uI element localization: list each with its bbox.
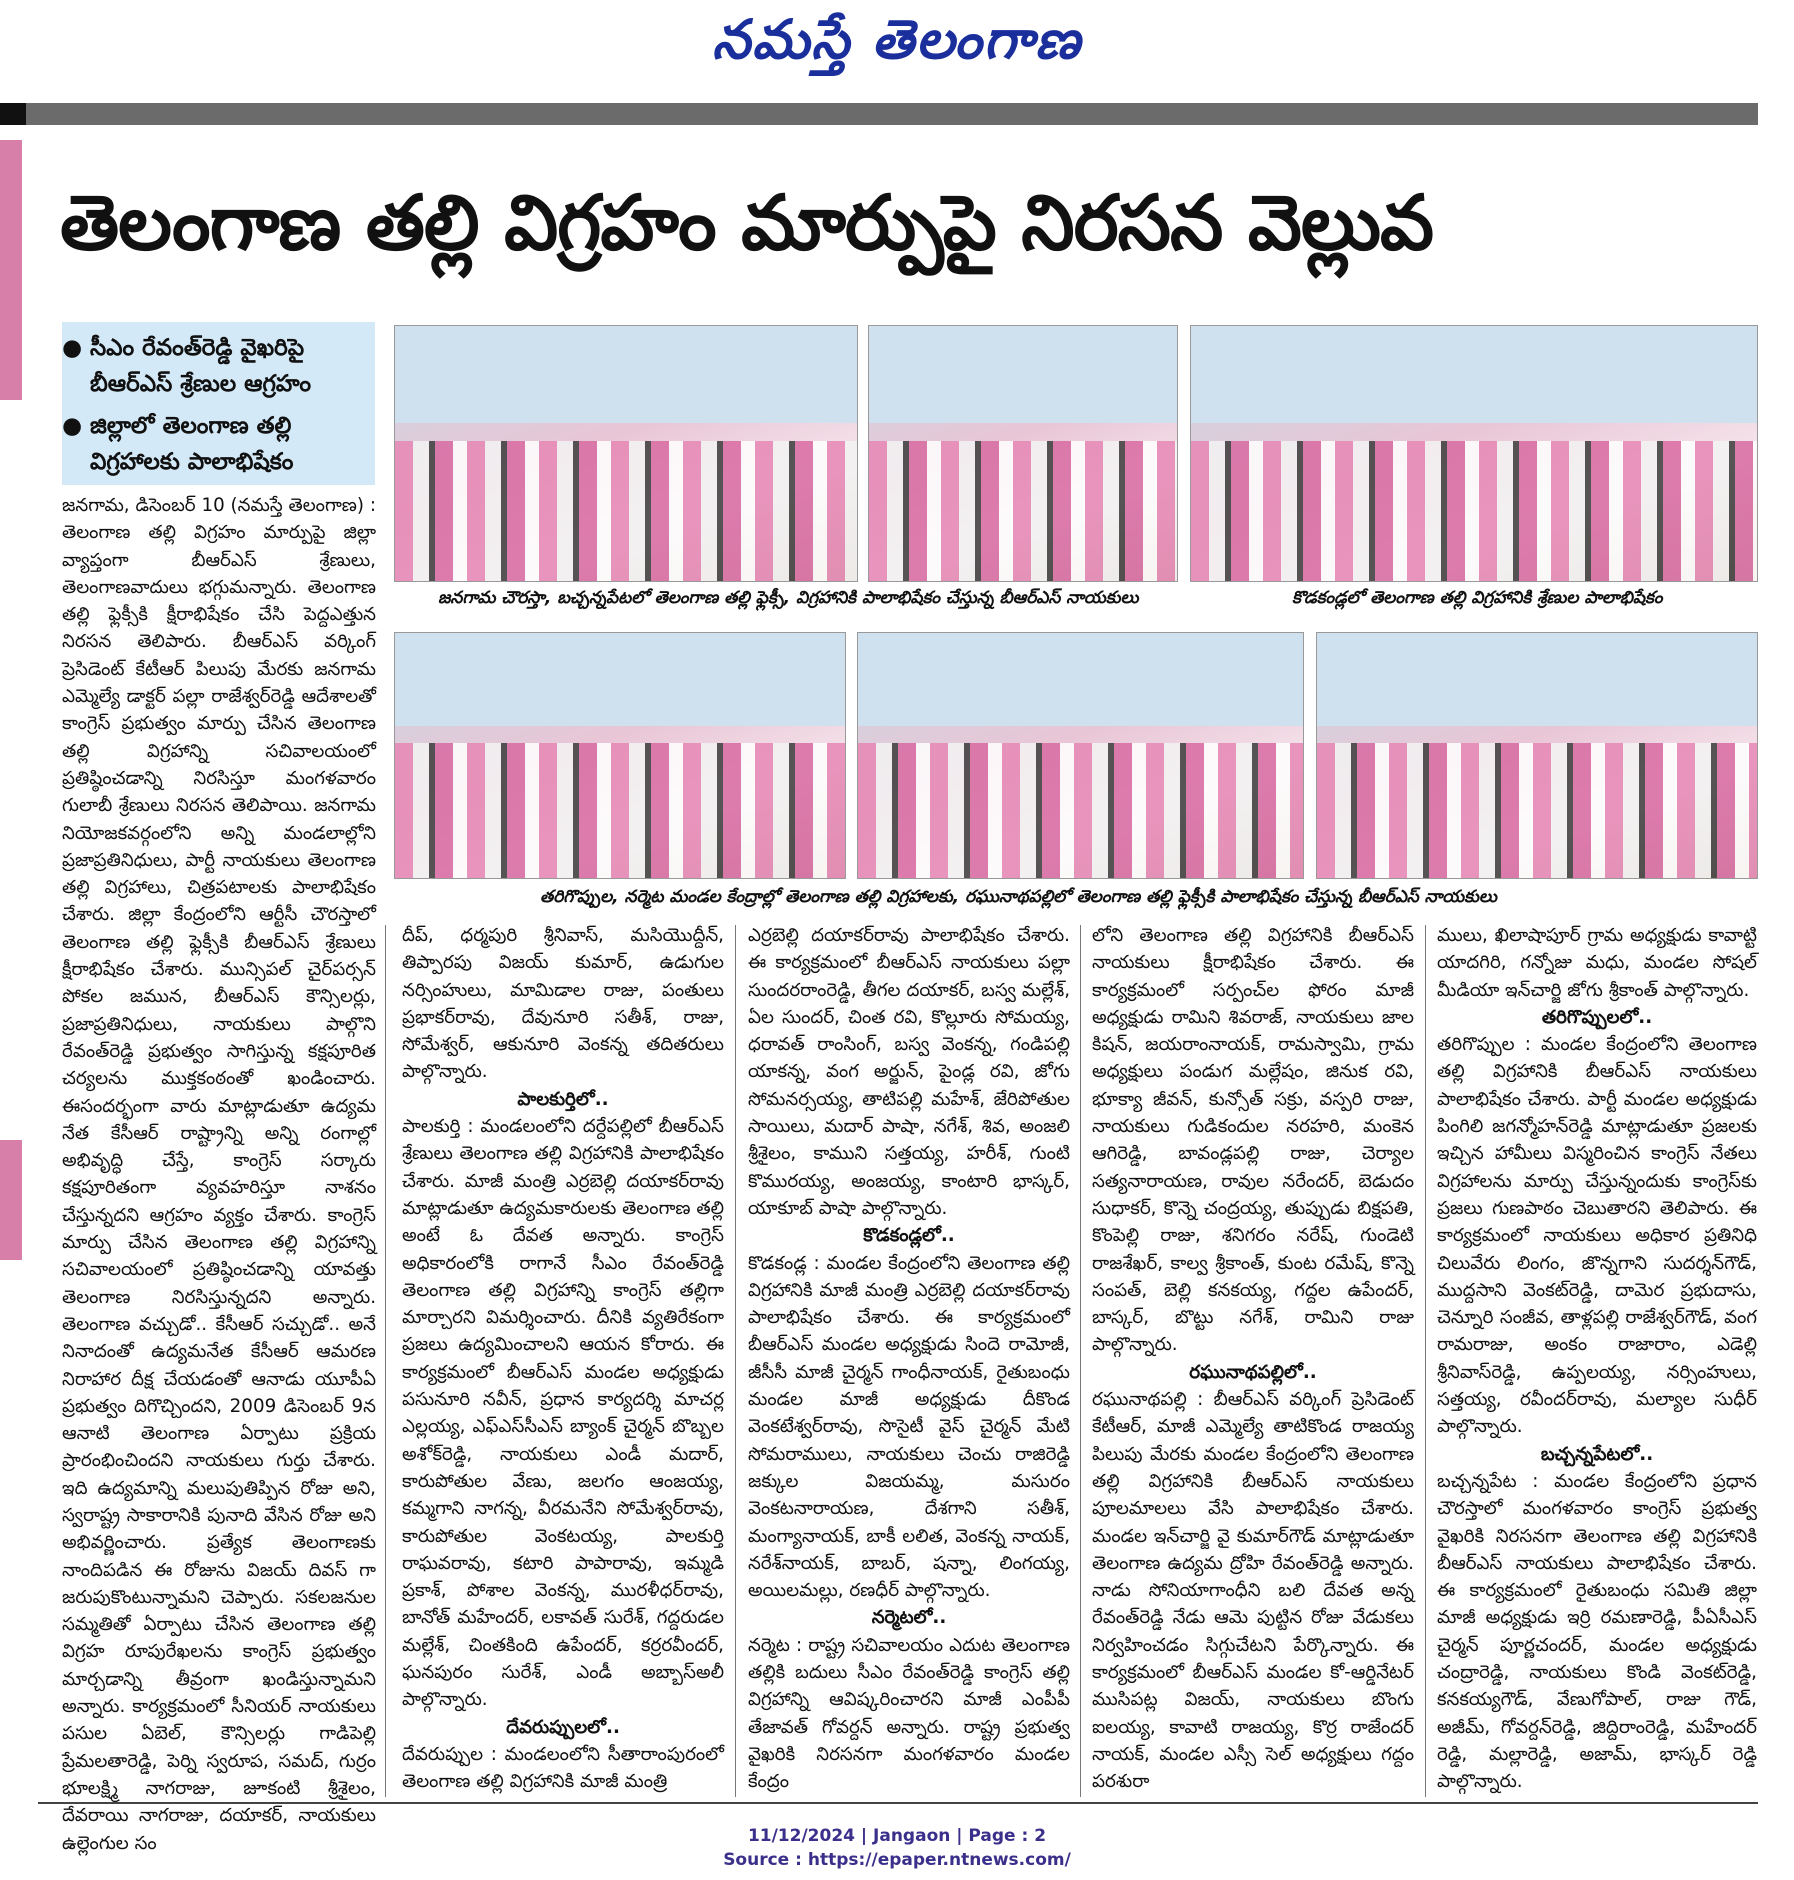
photo-caption: జనగామ చౌరస్తా, బచ్చన్నపేటలో తెలంగాణ తల్లి ఫ్లెక్సీ, విగ్రహానికి పాలాభిషేకం చేస్తున్న బీఆర్‌ఎస్‌ నాయకులు — [438, 588, 1139, 608]
article-column-1 — [62, 492, 376, 1854]
subheading: రఘునాథపల్లిలో.. — [1189, 1361, 1317, 1383]
article-paragraph: బచ్చన్నపేట : మండల కేంద్రంలోని ప్రధాన చౌరస్తాలో మంగళవారం కాంగ్రెస్‌ ప్రభుత్వ వైఖరికి నిరసనగా తెలంగాణ తల్లి విగ్రహానికి బీఆర్‌ఎస్‌ నాయకులు పాలాభిషేకం చేశారు. ఈ కార్యక్రమంలో రైతుబంధు సమితి జిల్లా మాజీ అధ్యక్షుడు ఇర్రి రమణారెడ్డి, పీఏసీఎస్‌ చైర్మన్‌ పూర్ణచందర్‌, మండల అధ్యక్షుడు చంద్రారెడ్డి, నాయకులు కొండి వెంకట్‌రెడ్డి, కనకయ్యగౌడ్‌, వేణుగోపాల్‌, రాజు గౌడ్‌, అజీమ్‌, గోవర్దన్‌రెడ్డి, జిద్దిరాంరెడ్డి, మహేందర్‌ రెడ్డి, మల్లారెడ్డి, అజామ్‌, భాస్కర్‌ రెడ్డి పాల్గొన్నారు. — [1437, 1470, 1757, 1793]
footer-date-line: 11/12/2024 | Jangaon | Page : 2 — [747, 1826, 1047, 1846]
column-divider — [385, 925, 386, 1797]
photo-caption: తరిగొప్పుల, నర్మెట మండల కేంద్రాల్లో తెలంగాణ తల్లి విగ్రహాలకు, రఘునాథపల్లిలో తెలంగాణ తల్లి ఫ్లెక్సీకి పాలాభిషేకం చేస్తున్న బీఆర్‌ఎస్‌ నాయకులు — [540, 887, 1497, 907]
article-paragraph: దేవరుప్పుల : మండలంలోని సీతారాంపురంలో తెలంగాణ తల్లి విగ్రహానికి మాజీ మంత్రి — [402, 1743, 724, 1793]
bullet-icon: ● — [62, 335, 83, 361]
article-paragraph: పాలకుర్తి : మండలంలోని దర్దేపల్లిలో బీఆర్‌ఎస్‌ శ్రేణులు తెలంగాణ తల్లి విగ్రహానికి పాలాభిషేకం చేశారు. మాజీ మంత్రి ఎర్రబెల్లి దయాకర్‌రావు మాట్లాడుతూ ఉద్యమకారులకు తెలంగాణ తల్లి అంటే ఓ దేవత అన్నారు. కాంగ్రెస్‌ అధికారంలోకి రాగానే సీఎం రేవంత్‌రెడ్డి తెలంగాణ తల్లి విగ్రహాన్ని కాంగ్రెస్‌ తల్లిగా మార్చారని విమర్శించారు. దీనికి వ్యతిరేకంగా ప్రజలు ఉద్యమించాలని ఆయన కోరారు. ఈ కార్యక్రమంలో బీఆర్‌ఎస్‌ మండల అధ్యక్షుడు పసునూరి నవీన్‌, ప్రధాన కార్యదర్శి మాచర్ల ఎల్లయ్య, ఎఫ్‌ఎస్‌సీఎస్‌ బ్యాంక్‌ చైర్మన్‌ బొబ్బల అశోక్‌రెడ్డి, నాయకులు ఎండీ మదార్‌, కారుపోతుల వేణు, జలగం ఆంజయ్య, కమ్మగాని నాగన్న, వీరమనేని సోమేశ్వర్‌రావు, కారుపోతుల వెంకటయ్య, పాలకుర్తి రాఘవరావు, కటారి పాపారావు, ఇమ్మడి ప్రకాశ్‌, పోశాల వెంకన్న, మురళీధర్‌రావు, బానోత్‌ మహేందర్‌, లకావత్‌ సురేశ్‌, గద్దరుడల మల్లేశ్‌, చింతకింది ఉపేందర్‌, కర్రరవీందర్‌, ఘనపురం సురేశ్‌, ఎండీ అబ్బాస్‌అలీ పాల్గొన్నారు. — [402, 1116, 724, 1711]
article-column-3 — [748, 922, 1070, 1792]
page-bottom-rule — [38, 1802, 1758, 1804]
article-paragraph: దీప్‌, ధర్మపురి శ్రీనివాస్‌, మసియొద్దీన్‌, తిప్పారపు విజయ్‌ కుమార్‌, ఉడుగుల నర్సింహులు, మామిడాల రాజు, పంతులు ప్రభాకర్‌రావు, దేవునూరి సతీశ్‌, రాజు, సోమేశ్వర్‌, ఆకునూరి వెంకన్న తదితరులు పాల్గొన్నారు. — [402, 925, 724, 1083]
article-paragraph: కొడకండ్ల : మండల కేంద్రంలోని తెలంగాణ తల్లి విగ్రహానికి మాజీ మంత్రి ఎర్రబెల్లి దయాకర్‌రావు పాలాభిషేకం చేశారు. ఈ కార్యక్రమంలో బీఆర్‌ఎస్‌ మండల అధ్యక్షుడు సిందె రామోజీ, జీసీసీ మాజీ చైర్మన్‌ గాంధీనాయక్‌, రైతుబంధు మండల మాజీ అధ్యక్షుడు దీకొండ వెంకటేశ్వర్‌రావు, సొసైటీ వైస్‌ చైర్మన్‌ మేటి సోమరాములు, నాయకులు చెంచు రాజిరెడ్డి జక్కుల విజయమ్మ, మసురం వెంకటనారాయణ, దేశగాని సతీశ్‌, మంగ్యానాయక్‌, బాకీ లలిత, వెంకన్న నాయక్‌, నరేశ్‌నాయక్‌, బాబర్‌, షన్నా, లింగయ్య, అయిలమల్లు, రణధీర్‌ పాల్గొన్నారు. — [748, 1252, 1070, 1602]
bullet-icon: ● — [62, 413, 83, 439]
highlights-box: ● సీఎం రేవంత్‌రెడ్డి వైఖరిపై బీఆర్‌ఎస్‌ శ్రేణుల ఆగ్రహం ● జిల్లాలో తెలంగాణ తల్లి విగ్రహాలకు పాలాభిషేకం — [62, 322, 375, 485]
adjacent-photo — [0, 1140, 22, 1260]
subheading: కొడకండ్లలో.. — [863, 1225, 955, 1247]
column-divider — [1425, 925, 1426, 1797]
article-column-5 — [1437, 922, 1757, 1792]
news-photo — [857, 632, 1304, 879]
news-photo — [1190, 325, 1758, 582]
footer-source-link[interactable]: Source : https://epaper.ntnews.com/ — [723, 1850, 1071, 1870]
column-divider — [1080, 925, 1081, 1797]
column-divider — [735, 925, 736, 1797]
news-photo — [1316, 632, 1758, 879]
article-paragraph: తరిగొప్పుల : మండల కేంద్రంలోని తెలంగాణ తల్లి విగ్రహానికి బీఆర్‌ఎస్‌ నాయకులు పాలాభిషేకం చేశారు. పార్టీ మండల అధ్యక్షుడు పింగిలి జగన్మోహన్‌రెడ్డి మాట్లాడుతూ ప్రజలకు ఇచ్చిన హామీలు విస్మరించిన కాంగ్రెస్‌ నేతలు విగ్రహాలను మార్పు చేస్తున్నందుకు కాంగ్రెస్‌కు ప్రజలు గుణపాఠం చెబుతారని తెలిపారు. ఈ కార్యక్రమంలో నాయకులు అధికార ప్రతినిధి చిలువేరు లింగం, జొన్నగాని సుదర్శన్‌గౌడ్‌, ముద్దసాని వెంకట్‌రెడ్డి, దామెర ప్రభుదాసు, చెన్నూరి సంజీవ, తాళ్లపల్లి రాజేశ్వర్‌గౌడ్‌, వంగ రామరాజు, అంకం రాజారాం, ఎడెల్లి శ్రీనివాస్‌రెడ్డి, ఉప్పలయ్య, నర్సింహులు, సత్తయ్య, రవీందర్‌రావు, మల్యాల సుధీర్‌ పాల్గొన్నారు. — [1437, 1034, 1757, 1438]
adjacent-page-strip — [0, 140, 26, 1800]
news-photo — [394, 325, 858, 582]
article-paragraph: ములు, ఖిలాషాపూర్‌ గ్రామ అధ్యక్షుడు కావాట్టి యాదగిరి, గన్నోజు మధు, మండల సోషల్‌ మీడియా ఇన్‌చార్జి జోగు శ్రీకాంత్‌ పాల్గొన్నారు. — [1437, 925, 1757, 1001]
article-paragraph: లోని తెలంగాణ తల్లి విగ్రహానికి బీఆర్‌ఎస్‌ నాయకులు క్షీరాభిషేకం చేశారు. ఈ కార్యక్రమంలో సర్పంచ్‌ల ఫోరం మాజీ అధ్యక్షుడు రామిని శివరాజ్‌, నాయకులు జాల కిషన్‌, జయరాంనాయక్‌, రామస్వామి, గ్రామ అధ్యక్షులు పండుగ మల్లేషం, జినుక రవి, భూక్యా జీవన్‌, కున్సోత్‌ సక్రు, వస్పరి రాజు, నాయకులు గుడికందుల నరహరి, మంకెన ఆగిరెడ్డి, బావండ్లపల్లి రాజు, చెర్యాల సత్యనారాయణ, రావుల నరేందర్‌, బెడుదం సుధాకర్‌, కొన్నె చంద్రయ్య, తుప్పుడు బిక్షపతి, కొంపెల్లి రాజు, శనిగరం నరేష్‌, గుండెటి రాజశేఖర్‌, కాల్వ శ్రీకాంత్‌, కుంట రమేష్‌, కొన్నె సంపత్‌, బెల్లి కనకయ్య, గద్దల ఉపేందర్‌, బాస్కర్‌, బొట్టు నగేశ్‌, రామిని రాజు పాల్గొన్నారు. — [1092, 925, 1414, 1356]
subheading: నర్మెటలో.. — [871, 1607, 947, 1629]
subheading: బచ్చన్నపేటలో.. — [1540, 1443, 1654, 1465]
news-photo — [394, 632, 846, 879]
masthead-rule — [0, 103, 1758, 125]
article-paragraph: రఘునాథపల్లి : బీఆర్‌ఎస్‌ వర్కింగ్‌ ప్రెసిడెంట్‌ కేటీఆర్‌, మాజీ ఎమ్మెల్యే తాటికొండ రాజయ్య పిలుపు మేరకు మండల కేంద్రంలోని తెలంగాణ తల్లి విగ్రహానికి బీఆర్‌ఎస్‌ నాయకులు పూలమాలలు వేసి పాలాభిషేకం చేశారు. మండల ఇన్‌చార్జి వై కుమార్‌గౌడ్‌ మాట్లాడుతూ తెలంగాణ ఉద్యమ ద్రోహి రేవంత్‌రెడ్డి అన్నారు. నాడు సోనియాగాంధీని బలి దేవత అన్న రేవంత్‌రెడ్డి నేడు ఆమె పుట్టిన రోజు వేడుకలు నిర్వహించడం సిగ్గుచేటని పేర్కొన్నారు. ఈ కార్యక్రమంలో బీఆర్‌ఎస్‌ మండల కో-ఆర్డినేటర్‌ ముసిపట్ల విజయ్‌, నాయకులు బొంగు ఐలయ్య, కావాటి రాజయ్య, కొర్ర రాజేందర్‌ నాయక్‌, మండల ఎస్సీ సెల్‌ అధ్యక్షులు గద్దం పరశురా — [1092, 1389, 1414, 1793]
news-photo — [868, 325, 1178, 582]
article-column-4 — [1092, 922, 1414, 1792]
subheading: తరిగొప్పులలో.. — [1541, 1006, 1653, 1028]
article-paragraph: జనగామ, డిసెంబర్‌ 10 (నమస్తే తెలంగాణ) : తెలంగాణ తల్లి విగ్రహం మార్పుపై జిల్లా వ్యాప్తంగా బీఆర్‌ఎస్‌ శ్రేణులు, తెలంగాణవాదులు భగ్గుమన్నారు. తెలంగాణ తల్లి ఫ్లెక్సీకి క్షీరాభిషేకం చేసి పెద్దఎత్తున నిరసన తెలిపారు. బీఆర్‌ఎస్‌ వర్కింగ్‌ ప్రెసిడెంట్‌ కేటీఆర్‌ పిలుపు మేరకు జనగామ ఎమ్మెల్యే డాక్టర్‌ పల్లా రాజేశ్వర్‌రెడ్డి ఆదేశాలతో కాంగ్రెస్‌ ప్రభుత్వం మార్పు చేసిన తెలంగాణ తల్లి విగ్రహాన్ని సచివాలయంలో ప్రతిష్ఠించడాన్ని నిరసిస్తూ మంగళవారం గులాబీ శ్రేణులు నిరసన తెలిపాయి. జనగామ నియోజకవర్గంలోని అన్ని మండలాల్లోని ప్రజాప్రతినిధులు, పార్టీ నాయకులు తెలంగాణ తల్లి విగ్రహాలు, చిత్రపటాలకు పాలాభిషేకం చేశారు. జిల్లా కేంద్రంలోని ఆర్టీసీ చౌరస్తాలో తెలంగాణ తల్లి ఫ్లెక్సీకి బీఆర్‌ఎస్‌ శ్రేణులు క్షీరాభిషేకం చేశారు. మున్సిపల్‌ చైర్‌పర్సన్‌ పోకల జమున, బీఆర్‌ఎస్‌ కౌన్సిలర్లు, ప్రజాప్రతినిధులు, నాయకులు పాల్గొని రేవంత్‌రెడ్డి ప్రభుత్వం సాగిస్తున్న కక్షపూరిత చర్యలను ముక్తకంఠంతో ఖండించారు. ఈసందర్భంగా వారు మాట్లాడుతూ ఉద్యమ నేత కేసీఆర్‌ రాష్ట్రాన్ని అన్ని రంగాల్లో అభివృద్ధి చేస్తే, కాంగ్రెస్‌ సర్కారు కక్షపూరితంగా వ్యవహరిస్తూ నాశనం చేస్తున్నదని ఆగ్రహం వ్యక్తం చేశారు. కాంగ్రెస్‌ మార్పు చేసిన తెలంగాణ తల్లి విగ్రహాన్ని సచివాలయంలో ప్రతిష్ఠించడాన్ని యావత్తు తెలంగాణ నిరసిస్తున్నదని అన్నారు. తెలంగాణ వచ్చుడో.. కేసీఆర్‌ సచ్చుడో.. అనే నినాదంతో ఉద్యమనేత కేసీఆర్‌ ఆమరణ నిరాహార దీక్ష చేయడంతో ఆనాడు యూపీఏ ప్రభుత్వం దిగొచ్చిందని, 2009 డిసెంబర్‌ 9న ఆనాటి తెలంగాణ ఏర్పాటు ప్రక్రియ ప్రారంభించిందని నాయకులు గుర్తు చేశారు. ఇది ఉద్యమాన్ని మలుపుతిప్పిన రోజు అని, స్వరాష్ట్ర సాకారానికి పునాది వేసిన రోజు అని అభివర్ణించారు. ప్రత్యేక తెలంగాణకు నాందిపడిన ఈ రోజును విజయ్‌ దివస్‌ గా జరుపుకొంటున్నామని చెప్పారు. సకలజనుల సమ్మతితో ఏర్పాటు చేసిన తెలంగాణ తల్లి విగ్రహ రూపురేఖలను కాంగ్రెస్‌ ప్రభుత్వం మార్చడాన్ని తీవ్రంగా ఖండిస్తున్నామని అన్నారు. కార్యక్రమంలో సీనియర్‌ నాయకులు పసుల ఏబెల్‌, కౌన్సిలర్లు గాడిపెల్లి ప్రేమలతారెడ్డి, పెర్ని స్వరూప, సమద్‌, గుర్రం భూలక్ష్మి నాగరాజు, జూకంటి శ్రీశైలం, దేవరాయి నాగరాజు, దయాకర్‌, నాయకులు ఉల్లెంగుల సం — [62, 495, 376, 1854]
photo-caption: కొడకండ్లలో తెలంగాణ తల్లి విగ్రహానికి శ్రేణుల పాలాభిషేకం — [1292, 588, 1663, 608]
masthead-logo: నమస్తే తెలంగాణ — [712, 8, 1082, 71]
article-paragraph: నర్మెట : రాష్ట్ర సచివాలయం ఎదుట తెలంగాణ తల్లికి బదులు సీఎం రేవంత్‌రెడ్డి కాంగ్రెస్‌ తల్లి విగ్రహాన్ని ఆవిష్కరించారని మాజీ ఎంపీపీ తేజావత్‌ గోవర్దన్‌ అన్నారు. రాష్ట్ర ప్రభుత్వ వైఖరికి నిరసనగా మంగళవారం మండల కేంద్రం — [748, 1634, 1070, 1793]
subheading: దేవరుప్పులలో.. — [506, 1716, 620, 1738]
adjacent-photo — [0, 140, 22, 400]
article-paragraph: ఎర్రబెల్లి దయాకర్‌రావు పాలాభిషేకం చేశారు. ఈ కార్యక్రమంలో బీఆర్‌ఎస్‌ నాయకులు పల్లా సుందరరాంరెడ్డి, తీగల దయాకర్‌, బస్వ మల్లేశ్‌, ఏల సుందర్‌, చింత రవి, కొల్లూరు సోమయ్య, ధరావత్‌ రాంసింగ్‌, బస్వ వెంకన్న, గండిపల్లి యాకన్న, వంగ అర్జున్‌, పైండ్ల రవి, జోగు సోమనర్సయ్య, తాటిపల్లి మహేశ్‌, జేరిపోతుల సాయిలు, మదార్‌ పాషా, నగేశ్‌, శివ, అంజలి శ్రీశైలం, కాముని సత్తయ్య, హరీశ్‌, గుంటి కొమురయ్య, అంజయ్య, కాంటారి భాస్కర్‌, యాకూబ్‌ పాషా పాల్గొన్నారు. — [748, 925, 1070, 1219]
subheading: పాలకుర్తిలో.. — [517, 1088, 609, 1110]
masthead-rule-marker — [0, 103, 26, 125]
article-column-2 — [402, 922, 724, 1792]
headline: తెలంగాణ తల్లి విగ్రహం మార్పుపై నిరసన వెల్లువ — [60, 178, 1434, 267]
